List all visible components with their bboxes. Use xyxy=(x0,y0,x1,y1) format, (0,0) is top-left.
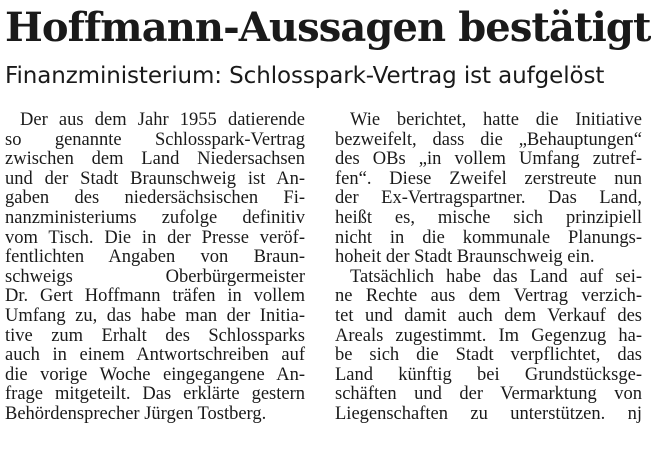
text-line: Der aus dem Jahr 1955 datierende xyxy=(20,110,305,130)
headline: Hoffmann-Aussagen bestätigt xyxy=(5,4,651,51)
text-line: Behördensprecher Jürgen Tostberg. xyxy=(5,403,267,424)
text-line: ne Rechte aus dem Vertrag verzich- xyxy=(335,286,642,307)
text-line: der Ex-Vertragspartner. Das Land, xyxy=(335,188,642,209)
subheadline: Finanzministerium: Schlosspark-Vertrag ist aufgelöst xyxy=(5,63,605,89)
text-line: fen“. Diese Zweifel zerstreute nun xyxy=(335,168,642,189)
text-line: auch in einem Antwortschreiben auf xyxy=(5,345,305,366)
text-line: und der Stadt Braunschweig ist An- xyxy=(5,168,305,189)
text-line: so genannte Schlosspark-Vertrag xyxy=(5,129,305,150)
text-line: nanzministeriums zufolge definitiv xyxy=(5,207,305,228)
text-line: des OBs „in vollem Umfang zutref- xyxy=(335,149,642,170)
text-line: nicht in die kommunale Planungs- xyxy=(335,227,642,248)
text-line: Umfang zu, das habe man der Initia- xyxy=(5,305,305,326)
text-line: frage mitgeteilt. Das erklärte gestern xyxy=(5,384,305,405)
text-line: tet und damit auch dem Verkauf des xyxy=(335,305,642,326)
text-line: Land künftig bei Grundstücksge- xyxy=(335,364,642,385)
text-line: Areals zugestimmt. Im Gegenzug ha- xyxy=(335,325,642,346)
text-line: heißt es, mische sich prinzipiell xyxy=(335,207,642,228)
text-line: Dr. Gert Hoffmann träfen in vollem xyxy=(5,286,305,307)
text-line: be sich die Stadt verpflichtet, das xyxy=(335,345,642,366)
text-line: tive zum Erhalt des Schlossparks xyxy=(5,325,305,346)
text-line: Tatsächlich habe das Land auf sei- xyxy=(350,266,642,287)
text-line: gaben des niedersächsischen Fi- xyxy=(5,188,305,209)
text-line: hoheit der Stadt Braunschweig ein. xyxy=(335,247,595,268)
text-line: fentlichten Angaben von Braun- xyxy=(5,247,305,268)
text-line: die vorige Woche eingegangene An- xyxy=(5,364,305,385)
text-line: bezweifelt, dass die „Behauptungen“ xyxy=(335,129,642,150)
text-line: schweigs Oberbürgermeister xyxy=(5,266,305,287)
text-line: vom Tisch. Die in der Presse veröf- xyxy=(5,227,305,248)
text-line: zwischen dem Land Niedersachsen xyxy=(5,149,305,170)
article-column-right xyxy=(335,111,642,425)
text-line: Liegenschaften zu unterstützen. nj xyxy=(335,403,642,424)
text-line: Wie berichtet, hatte die Initiative xyxy=(350,110,642,130)
article-column-left xyxy=(5,111,305,425)
text-line: schäften und der Vermarktung von xyxy=(335,384,642,405)
